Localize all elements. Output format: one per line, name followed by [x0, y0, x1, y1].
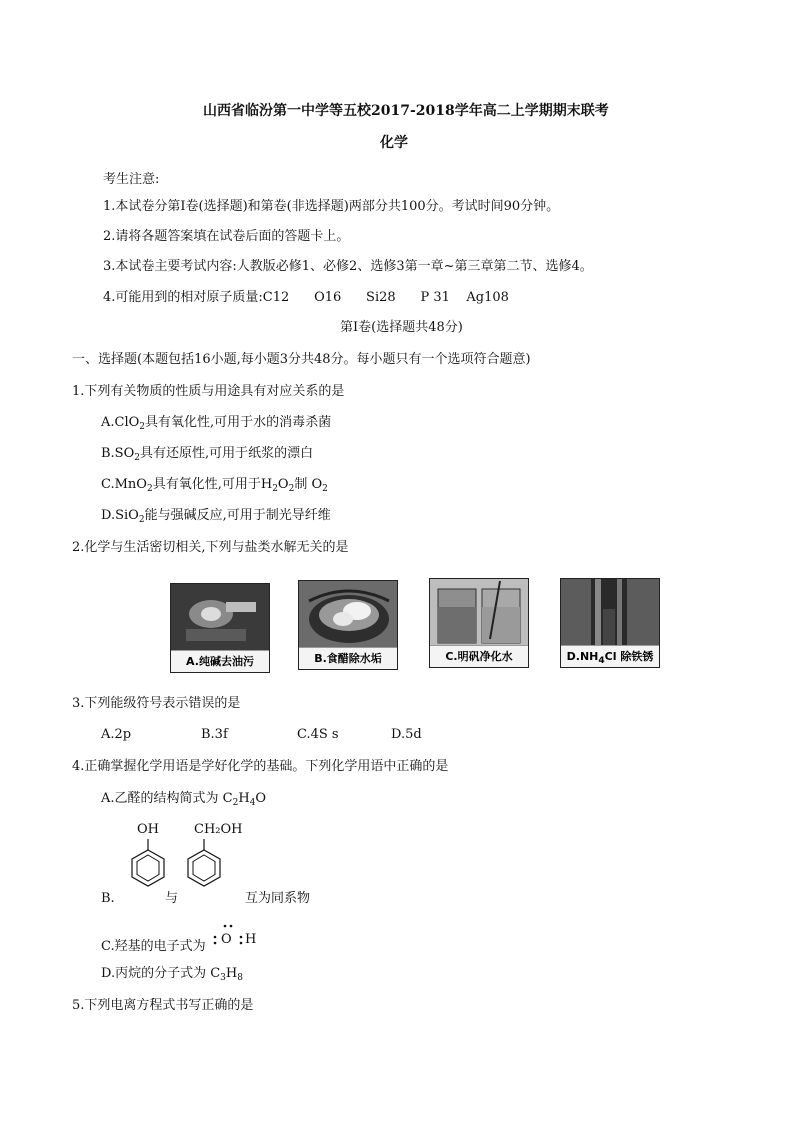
- subscript: 2: [139, 422, 146, 432]
- photo-caption-c: C.明矾净化水: [430, 645, 528, 667]
- photo-vinegar-scale: [298, 580, 398, 670]
- question-1-option-c: [101, 477, 328, 493]
- caption-text: D.NH: [566, 650, 599, 663]
- subscript: 3: [220, 973, 226, 983]
- subscript: 2: [138, 515, 145, 525]
- notice-item-1: 1.本试卷分第Ⅰ卷(选择题)和第卷(非选择题)两部分共100分。考试时间90分钟。: [103, 199, 560, 214]
- option-text: O: [277, 477, 289, 492]
- question-4-option-a: [101, 791, 266, 807]
- hydrogen-symbol: H: [245, 932, 257, 947]
- subscript: 2: [232, 798, 239, 808]
- option-text: C.MnO: [101, 477, 147, 492]
- question-3-option-a: A.2p: [101, 727, 132, 742]
- hydroxyl-electron-formula: [212, 920, 262, 954]
- option-text: H: [225, 966, 238, 981]
- question-4-option-b-text: 互为同系物: [245, 891, 311, 906]
- option-text: A.乙醛的结构简式为 C: [101, 791, 233, 806]
- option-text: 具有氧化性,可用于H: [152, 477, 273, 492]
- option-text: H: [238, 791, 250, 806]
- page-title: 山西省临汾第一中学等五校2017-2018学年高二上学期期末联考: [203, 103, 609, 119]
- photo-caption-a: A.纯碱去油污: [171, 650, 269, 672]
- subscript: 2: [134, 453, 140, 463]
- question-4-option-c: C.羟基的电子式为: [101, 939, 206, 954]
- subscript: 8: [237, 973, 243, 983]
- question-3-option-d: D.5d: [391, 727, 422, 742]
- photo-caption-b: B.食醋除水垢: [299, 647, 397, 669]
- subscript: 4: [249, 798, 256, 808]
- benzyl-alcohol-structure: [184, 820, 254, 900]
- question-5-stem: 5.下列电离方程式书写正确的是: [72, 998, 254, 1013]
- caption-text: Cl 除铁锈: [604, 650, 654, 663]
- option-text: 具有还原性,可用于纸浆的漂白: [139, 446, 314, 461]
- question-4-option-b-label: B.: [101, 891, 115, 906]
- section-title: 第Ⅰ卷(选择题共48分): [340, 320, 463, 335]
- subscript: 2: [146, 484, 153, 494]
- oxygen-symbol: O: [221, 932, 232, 947]
- option-text: 制 O: [294, 477, 323, 492]
- subscript: 4: [598, 656, 605, 666]
- question-4-option-b-and: 与: [165, 891, 179, 906]
- option-text: O: [255, 791, 267, 806]
- photo-caption-d: [561, 645, 659, 667]
- question-4-option-d: [101, 966, 243, 982]
- question-1-option-d: [101, 508, 331, 524]
- question-3-stem: 3.下列能级符号表示错误的是: [72, 696, 241, 711]
- notice-item-4: 4.可能用到的相对原子质量:C12 O16 Si28 P 31 Ag108: [103, 290, 509, 305]
- notice-heading: 考生注意:: [103, 172, 160, 187]
- subscript: 2: [322, 484, 328, 494]
- question-3-option-c: C.4S s: [297, 727, 339, 742]
- ch2oh-label: CH₂OH: [194, 822, 243, 837]
- photo-soda-degrease: [170, 583, 270, 673]
- option-text: D.丙烷的分子式为 C: [101, 966, 221, 981]
- option-text: D.SiO: [101, 508, 139, 523]
- subscript: 2: [288, 484, 295, 494]
- question-1-option-b: [101, 446, 313, 462]
- option-text: 具有氧化性,可用于水的消毒杀菌: [145, 415, 332, 430]
- subject-title: 化学: [380, 135, 408, 151]
- phenol-structure: [128, 820, 173, 900]
- question-1-stem: 1.下列有关物质的性质与用途具有对应关系的是: [72, 384, 345, 399]
- option-text: B.SO: [101, 446, 135, 461]
- question-3-option-b: B.3f: [201, 727, 228, 742]
- notice-item-3: 3.本试卷主要考试内容:人教版必修1、必修2、选修3第一章~第三章第二节、选修4。: [103, 259, 593, 274]
- option-text: A.ClO: [101, 415, 140, 430]
- section-instruction: 一、选择题(本题包括16小题,每小题3分共48分。每小题只有一个选项符合题意): [72, 352, 531, 367]
- option-text: 能与强碱反应,可用于制光导纤维: [144, 508, 331, 523]
- question-4-stem: 4.正确掌握化学用语是学好化学的基础。下列化学用语中正确的是: [72, 759, 449, 774]
- question-1-option-a: [101, 415, 331, 431]
- subscript: 2: [272, 484, 278, 494]
- phenol-oh-label: OH: [137, 822, 159, 837]
- photo-nh4cl-rust: [560, 578, 660, 668]
- photo-alum-water: [429, 578, 529, 668]
- question-2-stem: 2.化学与生活密切相关,下列与盐类水解无关的是: [72, 540, 349, 555]
- notice-item-2: 2.请将各题答案填在试卷后面的答题卡上。: [103, 229, 350, 244]
